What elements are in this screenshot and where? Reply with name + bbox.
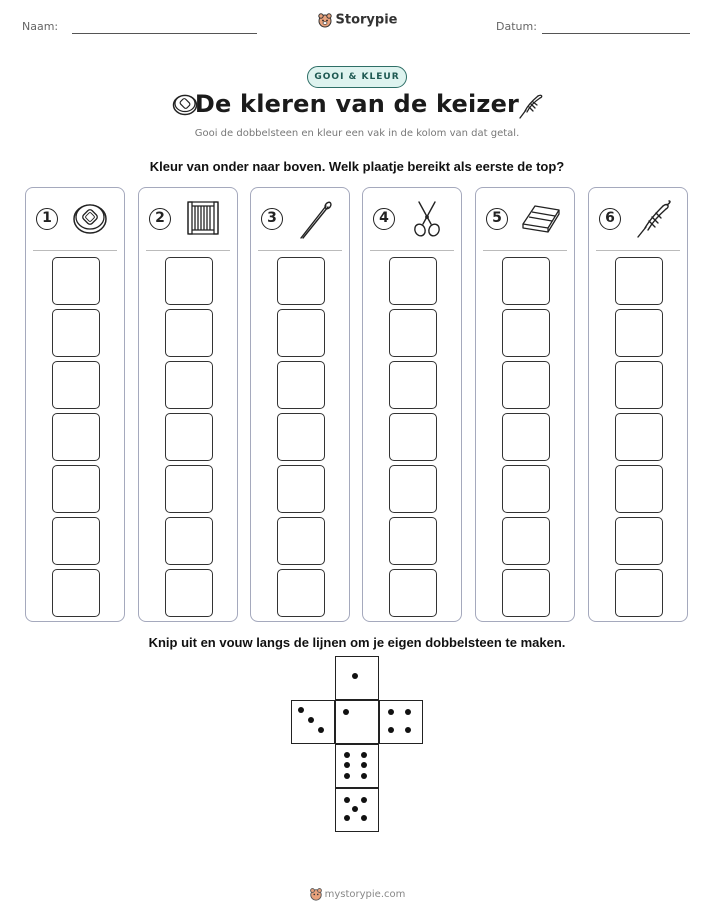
column-header	[589, 200, 687, 240]
pip	[344, 773, 350, 779]
coin-icon	[70, 200, 110, 236]
column-number: 5	[486, 208, 508, 230]
color-cell[interactable]	[389, 517, 437, 565]
color-cell[interactable]	[389, 257, 437, 305]
color-cell[interactable]	[277, 413, 325, 461]
dice-face-left[interactable]	[291, 700, 335, 744]
column-header	[251, 200, 349, 240]
subtitle: Gooi de dobbelsteen en kleur een vak in de kolom van dat getal.	[194, 128, 520, 139]
dice-face-lower[interactable]	[335, 744, 379, 788]
dice-column-4	[362, 187, 462, 622]
color-cell[interactable]	[165, 465, 213, 513]
color-cell[interactable]	[615, 465, 663, 513]
dice-column-1	[25, 187, 125, 622]
pip	[318, 727, 324, 733]
pip	[405, 709, 411, 715]
color-cell[interactable]	[502, 465, 550, 513]
name-label: Naam:	[22, 20, 59, 33]
dice-column-2	[138, 187, 238, 622]
color-cell[interactable]	[165, 257, 213, 305]
color-cell[interactable]	[277, 309, 325, 357]
pip	[352, 806, 358, 812]
color-cell[interactable]	[277, 517, 325, 565]
column-divider	[258, 250, 342, 251]
color-cell[interactable]	[277, 257, 325, 305]
color-cell[interactable]	[615, 257, 663, 305]
pip	[344, 797, 350, 803]
color-cell[interactable]	[52, 257, 100, 305]
color-cell[interactable]	[52, 517, 100, 565]
color-cell[interactable]	[165, 517, 213, 565]
dice-face-bottom[interactable]	[335, 788, 379, 832]
color-cell[interactable]	[615, 517, 663, 565]
column-number: 1	[36, 208, 58, 230]
storypie-mascot-icon	[309, 887, 323, 901]
color-cell[interactable]	[52, 413, 100, 461]
color-cell[interactable]	[389, 569, 437, 617]
color-cell[interactable]	[277, 465, 325, 513]
color-cell[interactable]	[277, 569, 325, 617]
pip	[361, 752, 367, 758]
dice-instruction: Knip uit en vouw langs de lijnen om je eigen dobbelsteen te maken.	[148, 635, 566, 650]
column-header	[26, 200, 124, 240]
column-header	[363, 200, 461, 240]
column-number: 6	[599, 208, 621, 230]
color-cell[interactable]	[502, 361, 550, 409]
column-divider	[483, 250, 567, 251]
column-divider	[596, 250, 680, 251]
color-cell[interactable]	[52, 465, 100, 513]
pip	[361, 797, 367, 803]
color-cell[interactable]	[52, 569, 100, 617]
pip	[344, 752, 350, 758]
loom-icon	[183, 200, 223, 236]
dice-column-5	[475, 187, 575, 622]
column-divider	[370, 250, 454, 251]
dice-face-center[interactable]	[335, 700, 379, 744]
color-cell[interactable]	[502, 517, 550, 565]
color-cell[interactable]	[615, 569, 663, 617]
dice-column-6	[588, 187, 688, 622]
activity-badge: GOOI & KLEUR	[307, 66, 407, 88]
pip	[298, 707, 304, 713]
brand-logo	[0, 12, 714, 28]
color-cell[interactable]	[389, 309, 437, 357]
needle-icon	[295, 200, 335, 240]
color-cell[interactable]	[502, 569, 550, 617]
color-cell[interactable]	[52, 309, 100, 357]
color-cell[interactable]	[389, 361, 437, 409]
storypie-mascot-icon	[317, 12, 333, 28]
color-cell[interactable]	[389, 465, 437, 513]
column-header	[476, 200, 574, 240]
color-cell[interactable]	[165, 413, 213, 461]
coloring-instruction: Kleur van onder naar boven. Welk plaatje bereikt als eerste de top?	[149, 159, 565, 174]
name-line[interactable]	[72, 33, 257, 34]
color-cell[interactable]	[165, 361, 213, 409]
column-number: 2	[149, 208, 171, 230]
scissors-icon	[407, 200, 447, 240]
color-cell[interactable]	[389, 413, 437, 461]
color-cell[interactable]	[502, 413, 550, 461]
folded-cloth-icon	[520, 200, 562, 236]
color-cell[interactable]	[277, 361, 325, 409]
color-cell[interactable]	[165, 309, 213, 357]
pip	[361, 815, 367, 821]
pip	[343, 709, 349, 715]
pip	[388, 709, 394, 715]
pip	[352, 673, 358, 679]
thread-icon	[633, 200, 673, 240]
footer-url[interactable]: mystorypie.com	[324, 889, 406, 900]
date-line[interactable]	[542, 33, 690, 34]
pip	[344, 762, 350, 768]
pip	[361, 773, 367, 779]
date-label: Datum:	[496, 20, 537, 33]
pip	[308, 717, 314, 723]
pip	[388, 727, 394, 733]
column-divider	[146, 250, 230, 251]
color-cell[interactable]	[165, 569, 213, 617]
color-cell[interactable]	[502, 257, 550, 305]
pip	[361, 762, 367, 768]
color-cell[interactable]	[615, 413, 663, 461]
color-cell[interactable]	[502, 309, 550, 357]
column-number: 4	[373, 208, 395, 230]
pip	[405, 727, 411, 733]
column-divider	[33, 250, 117, 251]
page-title: De kleren van de keizer	[194, 90, 520, 118]
dice-face-right[interactable]	[379, 700, 423, 744]
dice-column-3	[250, 187, 350, 622]
brand-name: Storypie	[335, 12, 398, 28]
column-number: 3	[261, 208, 283, 230]
color-cell[interactable]	[615, 309, 663, 357]
pip	[344, 815, 350, 821]
dice-face-top[interactable]	[335, 656, 379, 700]
thread-icon	[516, 92, 544, 120]
footer	[0, 887, 714, 901]
column-header	[139, 200, 237, 240]
color-cell[interactable]	[615, 361, 663, 409]
color-cell[interactable]	[52, 361, 100, 409]
